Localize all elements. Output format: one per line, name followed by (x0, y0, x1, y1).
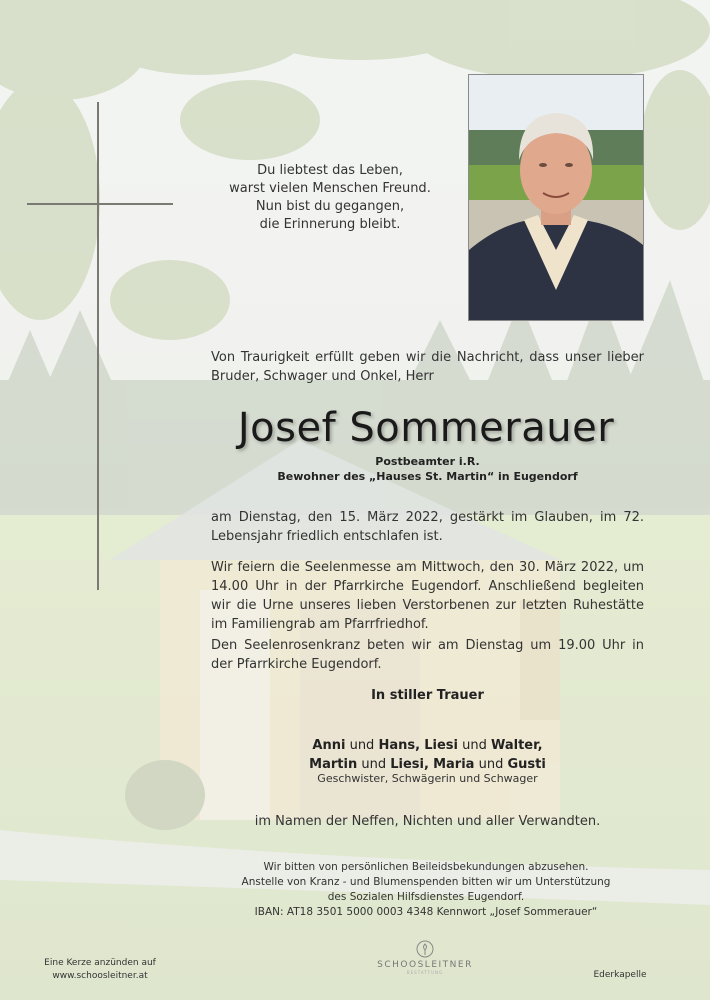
poem-line: Du liebtest das Leben, (257, 163, 403, 178)
website-link[interactable]: www.schoosleitner.at (52, 971, 148, 981)
rosary-paragraph: Den Seelenrosenkranz beten wir am Dienstag um 19.00 Uhr in der Pfarrkirche Eugendorf. (211, 638, 644, 672)
deceased-details (211, 454, 644, 484)
family-relations: Geschwister, Schwägerin und Schwager (317, 772, 538, 785)
conjunction: und (462, 738, 487, 753)
conjunction: und (349, 738, 375, 753)
deceased-name: Josef Sommerauer (237, 405, 615, 451)
logo-text: SCHOOSLEITNER (377, 960, 473, 970)
family-line-1 (211, 736, 644, 755)
memorial-poem (210, 162, 450, 234)
family-name: Liesi (390, 757, 424, 772)
family-name: Anni (312, 738, 346, 753)
logo-subtitle: BESTATTUNG (406, 970, 444, 975)
poem-line: warst vielen Menschen Freund. (229, 181, 431, 196)
poem-line: Nun bist du gegangen, (255, 199, 405, 214)
death-paragraph: am Dienstag, den 15. März 2022, gestärkt im Glauben, im 72. Lebensjahr friedlich entschlafen ist. (211, 510, 644, 544)
donation-notice (200, 860, 652, 920)
funeral-home-logo (370, 940, 480, 975)
portrait-image (469, 75, 643, 320)
notice-line: IBAN: AT18 3501 5000 0003 4348 Kennwort „Josef Sommerauer“ (254, 906, 598, 918)
conjunction: und (478, 757, 504, 772)
cross-vertical-bar (97, 102, 99, 590)
notice-line: Anstelle von Kranz - und Blumenspenden bitten wir um Unterstützung (241, 876, 611, 888)
conjunction: und (361, 757, 387, 772)
separator: , (415, 738, 421, 753)
separator: , (537, 738, 543, 753)
mourning-heading: In stiller Trauer (371, 688, 484, 703)
family-name: Walter (490, 738, 538, 753)
candle-text: Eine Kerze anzünden auf (44, 958, 156, 968)
deceased-residence: Bewohner des „Hauses St. Martin“ in Eugendorf (277, 470, 578, 483)
family-name: Maria (433, 757, 475, 772)
candle-link-block[interactable] (40, 957, 160, 983)
notice-line: des Sozialen Hilfsdienstes Eugendorf. (327, 891, 525, 903)
deceased-occupation: Postbeamter i.R. (375, 455, 480, 468)
notice-line: Wir bitten von persönlichen Beileidsbekundungen abzusehen. (263, 861, 589, 873)
family-names (211, 736, 644, 774)
photo-credit: Ederkapelle (593, 970, 647, 980)
poem-line: die Erinnerung bleibt. (259, 217, 401, 232)
family-name: Gusti (507, 757, 546, 772)
family-name: Hans (378, 738, 416, 753)
rose-icon (416, 940, 434, 958)
family-name: Martin (309, 757, 358, 772)
portrait-photo (468, 74, 644, 321)
cross-horizontal-bar (27, 203, 173, 205)
family-name: Liesi (424, 738, 458, 753)
relatives-line: im Namen der Neffen, Nichten und aller Verwandten. (254, 814, 601, 829)
mass-paragraph: Wir feiern die Seelenmesse am Mittwoch, den 30. März 2022, um 14.00 Uhr in der Pfarrkirche Eugendorf. Anschließend begleiten wir die Urne unseres lieben Verstorbenen zur letzten Ruhestätte im Familiengrab am Pfarrfriedhof. (211, 560, 644, 632)
separator: , (424, 757, 429, 772)
announcement-intro: Von Traurigkeit erfüllt geben wir die Nachricht, dass unser lieber Bruder, Schwager und Onkel, Herr (211, 350, 644, 384)
